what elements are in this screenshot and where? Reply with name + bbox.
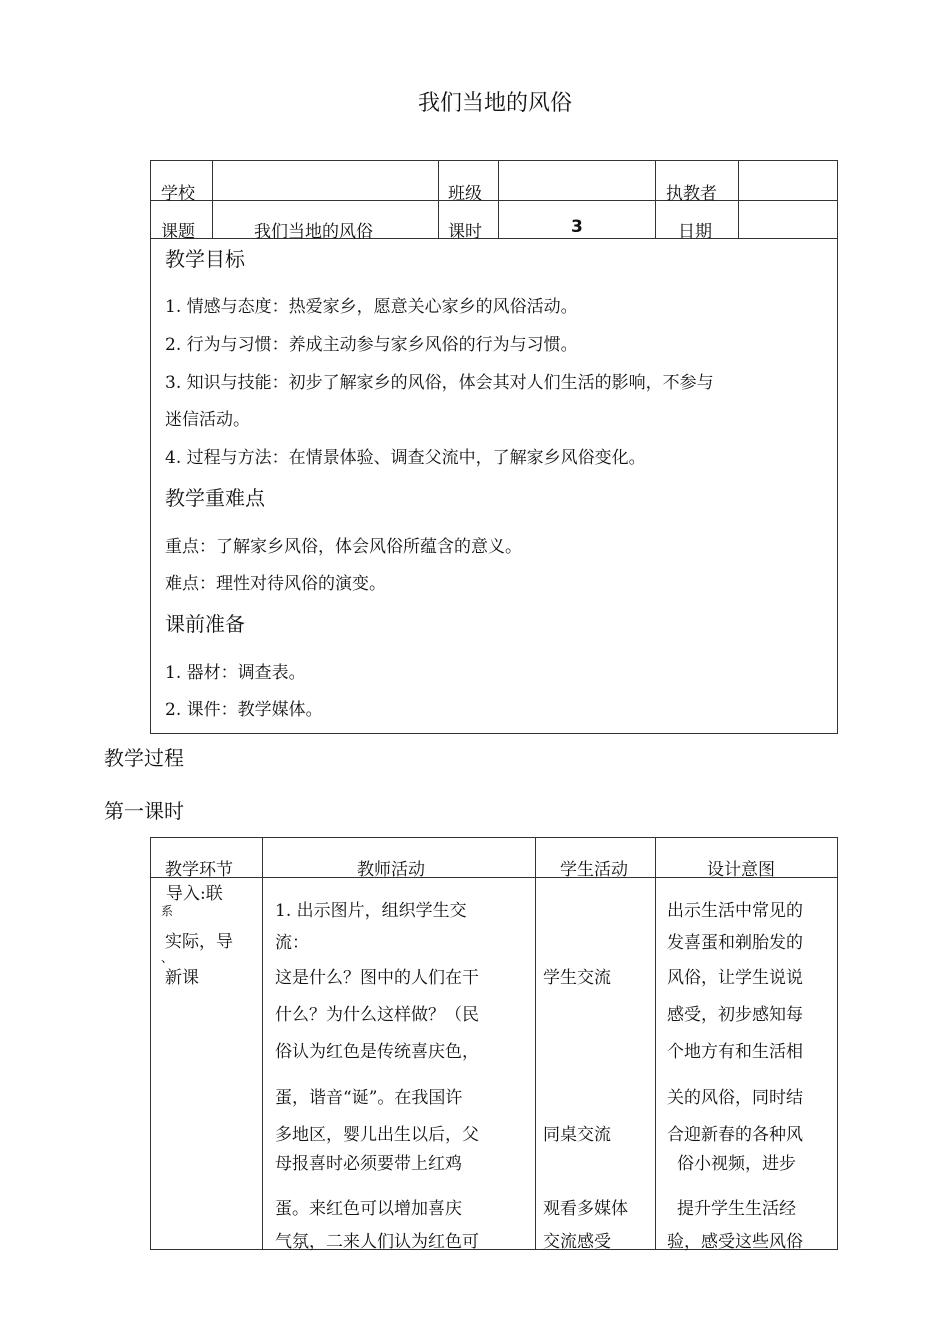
stage-text: 新课 [165, 968, 199, 988]
design-intent-line: 关的风俗，同时结 [667, 1088, 803, 1108]
table-col-divider [438, 160, 439, 238]
design-intent-line: 个地方有和生活相 [667, 1042, 803, 1062]
table-col-divider [212, 160, 213, 238]
process-heading: 教学过程 [104, 746, 184, 770]
teacher-activity-line: 多地区，婴儿出生以后，父 [275, 1125, 479, 1145]
objective-item: 迷信活动。 [165, 410, 250, 430]
topic-label: 课题 [161, 222, 195, 242]
table-col-divider [262, 837, 263, 1250]
table-border-right [837, 837, 838, 1250]
table-col-divider [738, 160, 739, 238]
table-col-divider [498, 160, 499, 238]
stage-text: 实际，导 [165, 932, 233, 952]
table-col-divider [535, 837, 536, 1250]
lesson-heading: 第一课时 [104, 799, 184, 823]
teacher-activity-line: 气氛，二来人们认为红色可 [275, 1232, 479, 1252]
table-border-top [150, 160, 838, 161]
stage-text: 导入:联 [166, 884, 223, 904]
table-col-divider [655, 160, 656, 238]
teacher-activity-line: 俗认为红色是传统喜庆色， [275, 1042, 479, 1062]
preparation-item: 1. 器材：调查表。 [165, 663, 306, 683]
design-intent-line: 提升学生生活经 [677, 1199, 796, 1219]
column-header-intent: 设计意图 [707, 860, 775, 880]
teacher-activity-line: 1. 出示图片，组织学生交 [275, 901, 467, 921]
teacher-label: 执教者 [666, 184, 717, 204]
column-header-teacher: 教师活动 [357, 860, 425, 880]
student-activity-line: 交流感受 [543, 1232, 611, 1252]
table-border-left [150, 160, 151, 733]
column-header-stage: 教学环节 [165, 860, 233, 880]
key-point-item: 重点：了解家乡风俗，体会风俗所蕴含的意义。 [165, 537, 522, 557]
column-header-student: 学生活动 [560, 860, 628, 880]
preparation-heading: 课前准备 [165, 612, 245, 636]
stage-text: 系 [161, 904, 174, 918]
objective-item: 4. 过程与方法：在情景体验、调查父流中，了解家乡风俗变化。 [165, 448, 646, 468]
topic-value: 我们当地的风俗 [254, 222, 373, 242]
key-points-heading: 教学重难点 [165, 486, 265, 510]
period-value: 3 [571, 217, 583, 237]
key-point-item: 难点：理性对待风俗的演变。 [165, 574, 386, 594]
design-intent-line: 俗小视频，进步 [677, 1154, 796, 1174]
design-intent-line: 验，感受这些风俗 [667, 1232, 803, 1252]
table-border-right [837, 160, 838, 733]
period-label: 课时 [448, 222, 482, 242]
table-col-divider [655, 837, 656, 1250]
objective-item: 1. 情感与态度：热爱家乡，愿意关心家乡的风俗活动。 [165, 297, 578, 317]
student-activity-line: 观看多媒体 [543, 1199, 628, 1219]
teacher-activity-line: 母报喜时必须要带上红鸡 [275, 1154, 462, 1174]
objectives-heading: 教学目标 [165, 247, 245, 271]
stage-text: 、 [161, 951, 174, 965]
objective-item: 3. 知识与技能：初步了解家乡的风俗，体会其对人们生活的影响，不参与 [165, 373, 714, 393]
teacher-activity-line: 这是什么？图中的人们在干 [275, 968, 479, 988]
design-intent-line: 感受，初步感知每 [667, 1005, 803, 1025]
table-row-divider [150, 200, 838, 201]
teacher-activity-line: 什么？为什么这样做？（民 [275, 1005, 479, 1025]
student-activity-line: 学生交流 [543, 968, 611, 988]
table-border-top [150, 837, 838, 838]
preparation-item: 2. 课件：教学媒体。 [165, 700, 323, 720]
class-label: 班级 [448, 184, 482, 204]
date-label: 日期 [678, 222, 712, 242]
teacher-activity-line: 流： [275, 933, 309, 953]
table-border-bottom [150, 733, 838, 734]
teacher-activity-line: 蛋，谐音“诞”。在我国许 [275, 1088, 463, 1108]
design-intent-line: 风俗，让学生说说 [667, 968, 803, 988]
student-activity-line: 同桌交流 [543, 1125, 611, 1145]
design-intent-line: 发喜蛋和剃胎发的 [667, 933, 803, 953]
school-label: 学校 [161, 184, 195, 204]
teacher-activity-line: 蛋。来红色可以增加喜庆 [275, 1199, 462, 1219]
objective-item: 2. 行为与习惯：养成主动参与家乡风俗的行为与习惯。 [165, 335, 578, 355]
table-border-left [150, 837, 151, 1250]
design-intent-line: 合迎新春的各种风 [667, 1125, 803, 1145]
document-title: 我们当地的风俗 [417, 91, 572, 116]
design-intent-line: 出示生活中常见的 [667, 901, 803, 921]
